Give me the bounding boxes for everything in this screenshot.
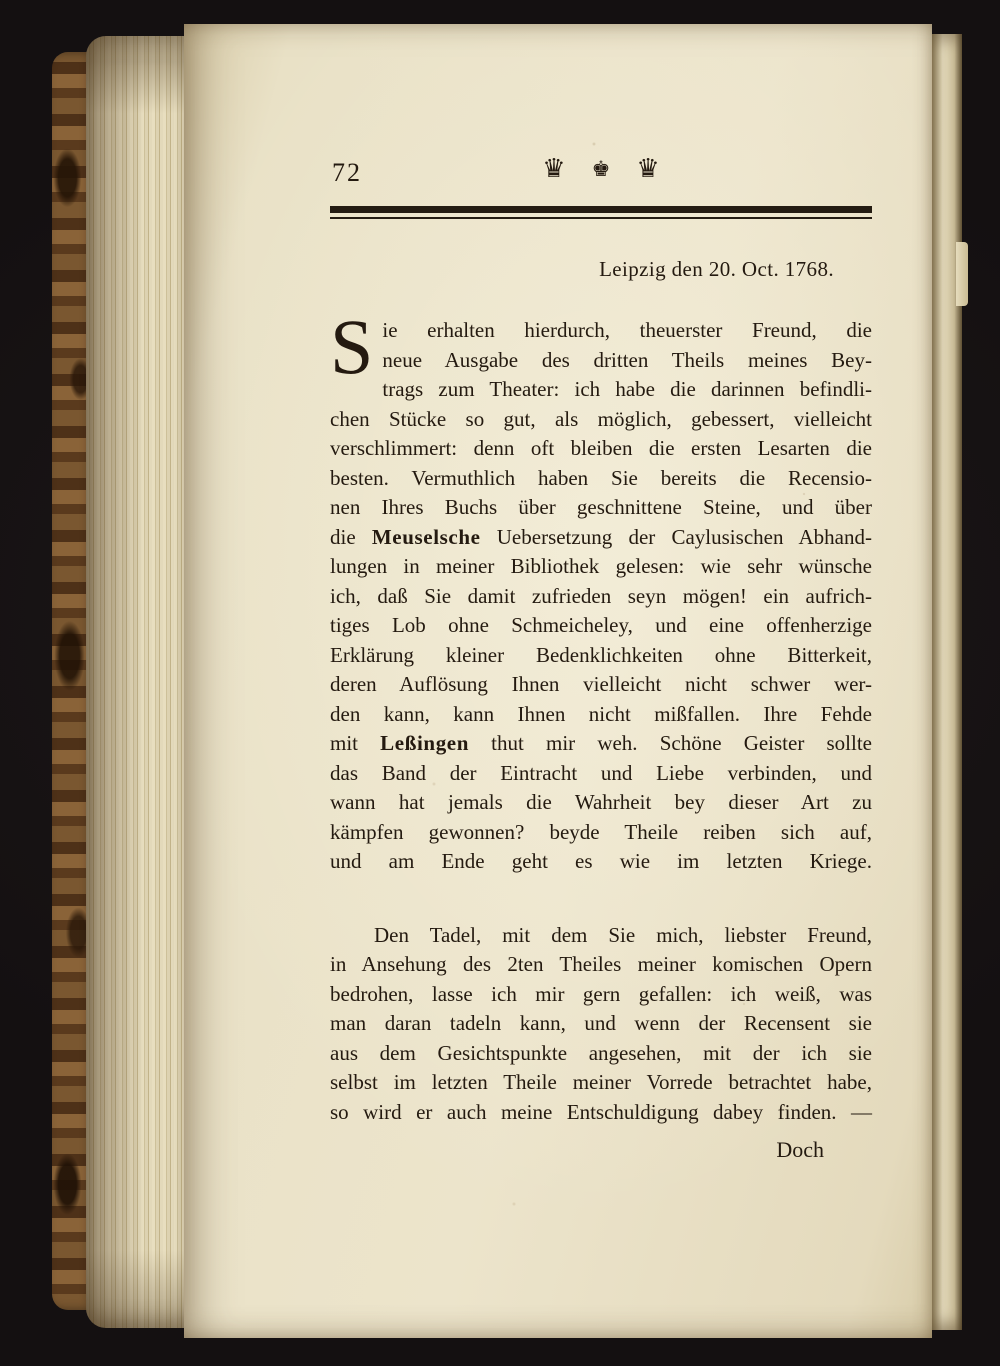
text-segment: und am Ende geht es wie im letzten Kriege. <box>330 849 872 873</box>
letter-body <box>330 303 873 1127</box>
text-line <box>330 1009 872 1039</box>
text-segment: tiges Lob ohne Schmeicheley, und eine offenherzige <box>330 613 872 637</box>
text-line <box>330 375 872 405</box>
text-segment: thut mir weh. Schöne Geister sollte <box>469 731 872 755</box>
emphasized-word: Meuselsche <box>371 524 481 549</box>
next-page-edge <box>932 34 962 1330</box>
text-line <box>330 582 872 612</box>
text-line <box>330 346 872 376</box>
book-page <box>184 24 932 1338</box>
text-segment: lungen in meiner Bibliothek gelesen: wie sehr wünsche <box>330 554 872 578</box>
text-segment: wann hat jemals die Wahrheit bey dieser Art zu <box>330 790 872 814</box>
text-line <box>330 950 872 980</box>
text-line <box>330 464 872 494</box>
crown-ornament-icon: ♛ <box>542 154 566 184</box>
text-line <box>330 1068 872 1098</box>
text-line <box>330 552 872 582</box>
text-segment: mit <box>330 731 381 755</box>
page-stack-edges <box>86 36 192 1328</box>
crown-ornament-icon: ♚ <box>591 157 611 181</box>
text-segment: den kann, kann Ihnen nicht mißfallen. Ihre Fehde <box>330 701 872 726</box>
text-segment: das Band der Eintracht und Liebe verbinden, und <box>330 760 872 785</box>
page-number: 72 <box>332 158 362 187</box>
drop-cap: S <box>330 303 374 390</box>
text-line <box>330 921 872 951</box>
page-edge-notch <box>956 242 968 306</box>
text-segment: verschlimmert: denn oft bleiben die ersten Lesarten die <box>330 436 872 460</box>
text-segment: nen Ihres Buchs über geschnittene Steine, und über <box>330 495 872 519</box>
text-segment: Uebersetzung der Caylusischen Abhand- <box>480 524 873 549</box>
page-header <box>330 152 872 192</box>
text-line <box>330 434 872 464</box>
text-segment: kämpfen gewonnen? beyde Theile reiben sich auf, <box>330 819 872 844</box>
text-segment: chen Stücke so gut, als möglich, gebessert, vielleicht <box>330 406 872 431</box>
crown-ornament-icon: ♛ <box>636 154 660 184</box>
text-segment: besten. Vermuthlich haben Sie bereits die Recensio- <box>330 465 872 490</box>
text-segment: bedrohen, lasse ich mir gern gefallen: ich weiß, was <box>330 981 872 1006</box>
paragraph <box>330 921 872 1128</box>
text-line <box>330 1098 872 1128</box>
text-line <box>330 818 872 848</box>
text-line <box>330 611 872 641</box>
text-segment: die <box>330 524 372 549</box>
text-line <box>330 405 872 435</box>
text-line <box>330 700 872 730</box>
ornament-group <box>542 152 659 186</box>
text-segment: trags zum Theater: ich habe die darinnen befindli- <box>382 377 872 401</box>
text-segment: man daran tadeln kann, und wenn der Recensent sie <box>330 1011 872 1035</box>
printed-content <box>184 24 932 1163</box>
text-segment: selbst im letzten Theile meiner Vorrede betrachtet habe, <box>330 1070 872 1094</box>
book <box>52 24 962 1338</box>
paragraph <box>330 303 873 877</box>
catchword: Doch <box>776 1137 824 1162</box>
text-line <box>330 1039 872 1069</box>
text-segment: so wird er auch meine Entschuldigung dabey finden. — <box>330 1099 872 1124</box>
text-line <box>330 493 872 523</box>
text-line <box>330 847 872 877</box>
text-line <box>330 670 872 700</box>
text-line <box>330 980 872 1010</box>
text-segment: Erklärung kleiner Bedenklichkeiten ohne Bitterkeit, <box>330 642 872 667</box>
text-segment: ie erhalten hierdurch, theuerster Freund, die <box>382 318 872 342</box>
text-line <box>330 759 872 789</box>
double-rule <box>330 206 872 219</box>
text-line <box>330 788 872 818</box>
text-line <box>330 729 872 759</box>
text-segment: deren Auflösung Ihnen vielleicht nicht schwer wer- <box>330 672 872 696</box>
text-segment: neue Ausgabe des dritten Theils meines Bey- <box>382 347 872 372</box>
text-segment: Den Tadel, mit dem Sie mich, liebster Freund, <box>374 922 872 947</box>
dateline: Leipzig den 20. Oct. 1768. <box>599 257 834 281</box>
text-segment: in Ansehung des 2ten Theiles meiner komischen Opern <box>330 952 872 976</box>
text-line <box>330 641 872 671</box>
emphasized-word: Leßingen <box>380 731 469 755</box>
text-segment: aus dem Gesichtspunkte angesehen, mit der ich sie <box>330 1040 872 1065</box>
text-line <box>330 316 872 346</box>
text-line <box>330 523 872 553</box>
text-segment: ich, daß Sie damit zufrieden seyn mögen! ein aufrich- <box>330 583 872 608</box>
